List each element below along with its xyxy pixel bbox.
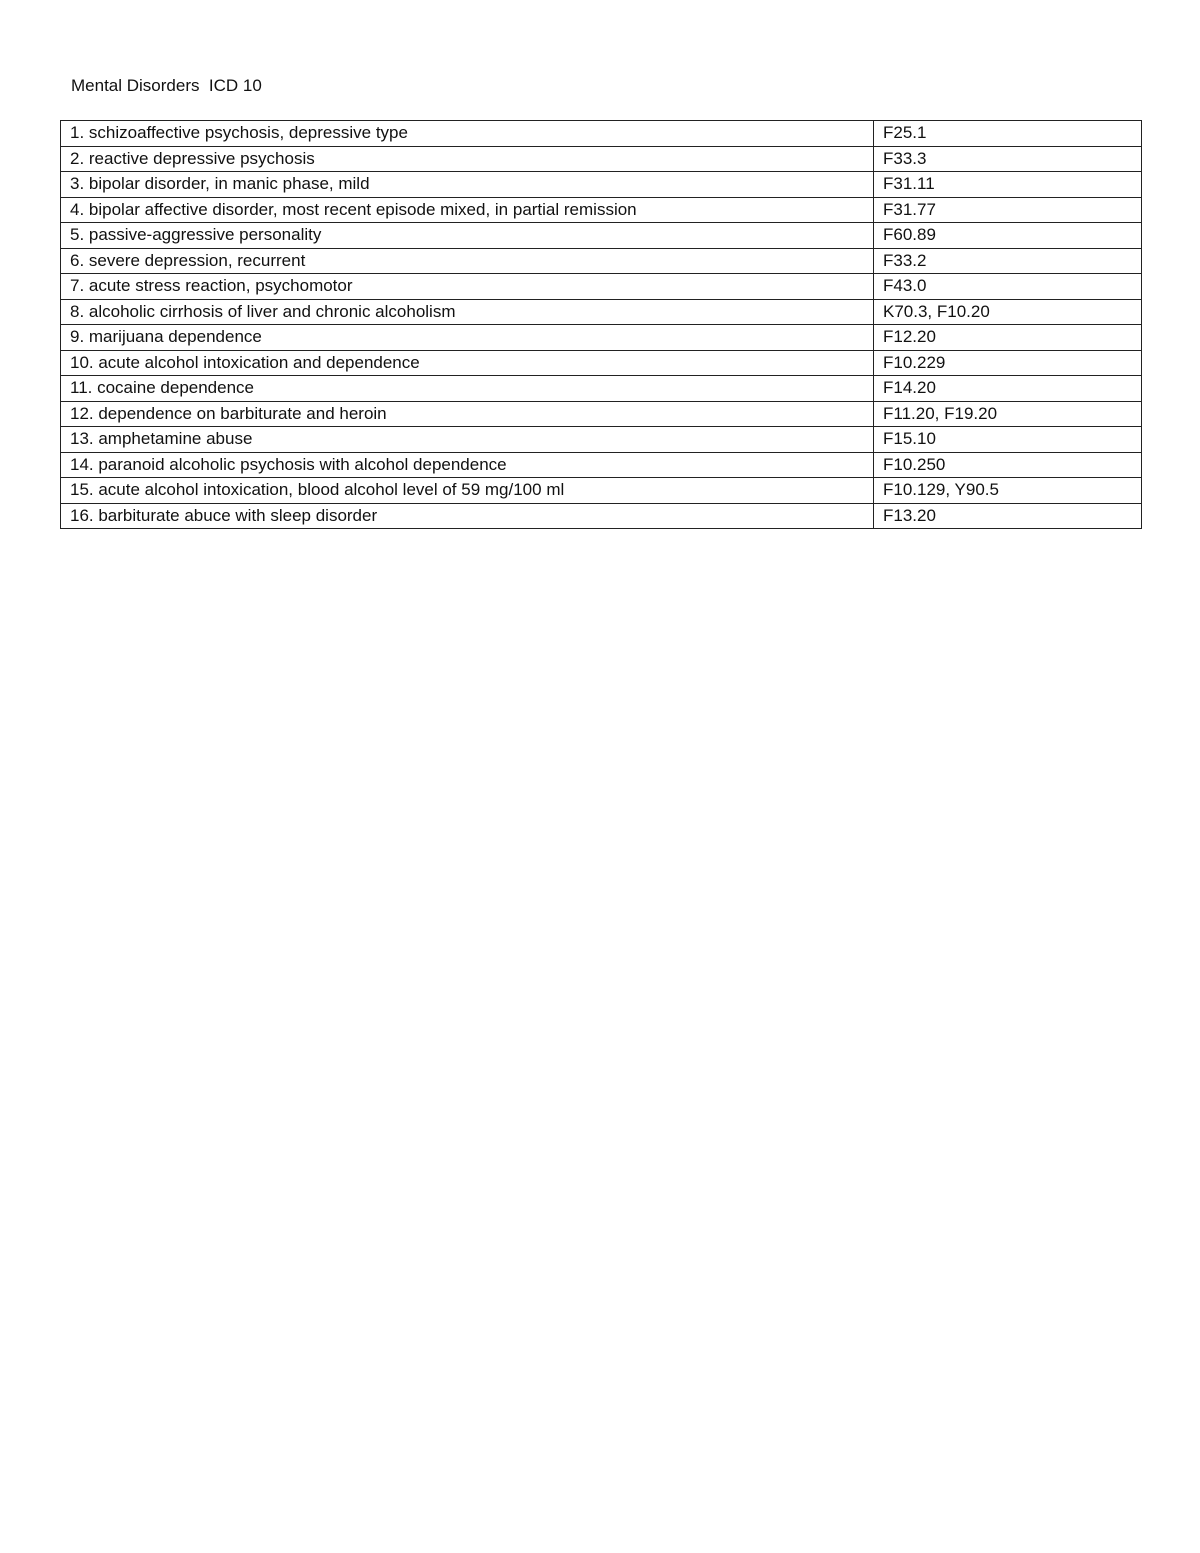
code-cell: F15.10 <box>874 427 1142 453</box>
table-row <box>61 401 1142 427</box>
code-cell: F14.20 <box>874 376 1142 402</box>
code-cell: F33.2 <box>874 248 1142 274</box>
table-row <box>61 223 1142 249</box>
table-row <box>61 376 1142 402</box>
description-cell: 6. severe depression, recurrent <box>61 248 874 274</box>
code-cell: F10.250 <box>874 452 1142 478</box>
code-cell: K70.3, F10.20 <box>874 299 1142 325</box>
code-cell: F60.89 <box>874 223 1142 249</box>
description-cell: 4. bipolar affective disorder, most recent episode mixed, in partial remission <box>61 197 874 223</box>
description-cell: 9. marijuana dependence <box>61 325 874 351</box>
table-row <box>61 478 1142 504</box>
code-cell: F31.77 <box>874 197 1142 223</box>
description-cell: 8. alcoholic cirrhosis of liver and chronic alcoholism <box>61 299 874 325</box>
code-cell: F11.20, F19.20 <box>874 401 1142 427</box>
table-row <box>61 172 1142 198</box>
document-title: Mental Disorders ICD 10 <box>71 76 262 95</box>
table-row <box>61 503 1142 529</box>
code-cell: F31.11 <box>874 172 1142 198</box>
table-row <box>61 325 1142 351</box>
table-row <box>61 197 1142 223</box>
description-cell: 7. acute stress reaction, psychomotor <box>61 274 874 300</box>
table-row <box>61 350 1142 376</box>
code-cell: F10.229 <box>874 350 1142 376</box>
code-cell: F12.20 <box>874 325 1142 351</box>
description-cell: 14. paranoid alcoholic psychosis with alcohol dependence <box>61 452 874 478</box>
code-cell: F33.3 <box>874 146 1142 172</box>
description-cell: 3. bipolar disorder, in manic phase, mild <box>61 172 874 198</box>
description-cell: 10. acute alcohol intoxication and dependence <box>61 350 874 376</box>
table-row <box>61 427 1142 453</box>
table-row <box>61 299 1142 325</box>
code-cell: F43.0 <box>874 274 1142 300</box>
table-row <box>61 121 1142 147</box>
table-body <box>61 121 1142 529</box>
description-cell: 1. schizoaffective psychosis, depressive type <box>61 121 874 147</box>
table-row <box>61 452 1142 478</box>
description-cell: 16. barbiturate abuce with sleep disorder <box>61 503 874 529</box>
description-cell: 12. dependence on barbiturate and heroin <box>61 401 874 427</box>
code-cell: F25.1 <box>874 121 1142 147</box>
code-cell: F10.129, Y90.5 <box>874 478 1142 504</box>
icd-code-table <box>60 120 1142 529</box>
description-cell: 15. acute alcohol intoxication, blood alcohol level of 59 mg/100 ml <box>61 478 874 504</box>
table-row <box>61 274 1142 300</box>
table-row <box>61 146 1142 172</box>
code-cell: F13.20 <box>874 503 1142 529</box>
description-cell: 13. amphetamine abuse <box>61 427 874 453</box>
description-cell: 5. passive-aggressive personality <box>61 223 874 249</box>
description-cell: 2. reactive depressive psychosis <box>61 146 874 172</box>
table-row <box>61 248 1142 274</box>
description-cell: 11. cocaine dependence <box>61 376 874 402</box>
